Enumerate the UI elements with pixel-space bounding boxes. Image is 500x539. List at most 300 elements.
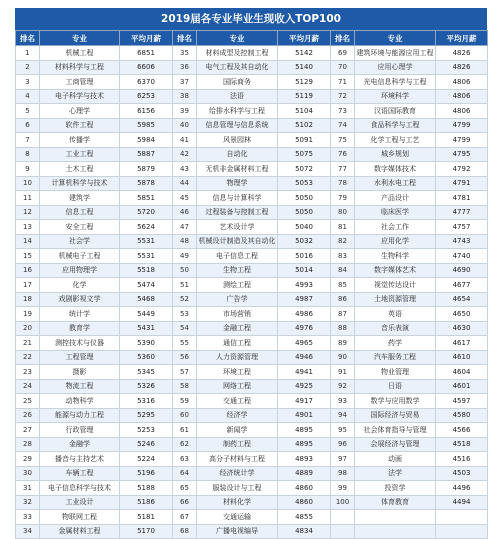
major-cell: 过程装备与控制工程 <box>197 205 278 220</box>
major-cell: 会展经济与管理 <box>355 437 436 452</box>
rank-cell: 66 <box>173 495 197 510</box>
rank-cell: 44 <box>173 176 197 191</box>
major-cell: 信息与计算科学 <box>197 191 278 206</box>
rank-cell: 29 <box>16 452 40 467</box>
salary-cell: 5345 <box>120 365 173 380</box>
salary-cell: 5072 <box>278 162 331 177</box>
rank-cell: 39 <box>173 104 197 119</box>
salary-cell: 5246 <box>120 437 173 452</box>
table-row <box>16 336 488 351</box>
table-row <box>16 394 488 409</box>
table-row <box>16 481 488 496</box>
rank-cell: 48 <box>173 234 197 249</box>
major-cell: 机械工程 <box>40 46 120 61</box>
major-cell: 制药工程 <box>197 437 278 452</box>
salary-cell: 5879 <box>120 162 173 177</box>
rank-cell: 47 <box>173 220 197 235</box>
major-cell: 金融学 <box>40 437 120 452</box>
table-row <box>16 220 488 235</box>
salary-cell: 4993 <box>278 278 331 293</box>
salary-cell: 5129 <box>278 75 331 90</box>
rank-cell: 56 <box>173 350 197 365</box>
rank-cell: 52 <box>173 292 197 307</box>
salary-cell: 5720 <box>120 205 173 220</box>
table-row <box>16 249 488 264</box>
salary-cell: 6253 <box>120 89 173 104</box>
salary-cell: 4901 <box>278 408 331 423</box>
salary-cell: 4757 <box>436 220 488 235</box>
major-cell: 新闻学 <box>197 423 278 438</box>
salary-cell: 5449 <box>120 307 173 322</box>
salary-cell: 4860 <box>278 495 331 510</box>
salary-cell: 4946 <box>278 350 331 365</box>
salary-cell: 4860 <box>278 481 331 496</box>
rank-cell: 27 <box>16 423 40 438</box>
major-cell: 法语 <box>197 89 278 104</box>
ranking-table <box>15 30 488 539</box>
rank-cell: 9 <box>16 162 40 177</box>
major-cell: 化学工程与工艺 <box>355 133 436 148</box>
table-row <box>16 292 488 307</box>
salary-cell: 4677 <box>436 278 488 293</box>
major-cell: 生物工程 <box>197 263 278 278</box>
salary-cell: 4806 <box>436 75 488 90</box>
major-cell: 土木工程 <box>40 162 120 177</box>
rank-cell: 81 <box>331 220 355 235</box>
rank-cell: 15 <box>16 249 40 264</box>
major-cell <box>355 510 436 525</box>
major-cell <box>355 524 436 539</box>
rank-cell: 90 <box>331 350 355 365</box>
table-row <box>16 365 488 380</box>
rank-cell: 87 <box>331 307 355 322</box>
major-cell: 视觉传达设计 <box>355 278 436 293</box>
salary-cell: 5050 <box>278 205 331 220</box>
major-cell: 社会工作 <box>355 220 436 235</box>
rank-cell: 64 <box>173 466 197 481</box>
rank-cell: 72 <box>331 89 355 104</box>
major-cell: 摄影 <box>40 365 120 380</box>
rank-cell: 3 <box>16 75 40 90</box>
rank-cell: 85 <box>331 278 355 293</box>
rank-cell: 35 <box>173 46 197 61</box>
salary-cell: 5140 <box>278 60 331 75</box>
rank-cell: 49 <box>173 249 197 264</box>
salary-cell <box>436 524 488 539</box>
salary-cell: 5119 <box>278 89 331 104</box>
salary-cell: 4791 <box>436 176 488 191</box>
rank-header: 排名 <box>16 31 40 46</box>
salary-header: 平均月薪 <box>278 31 331 46</box>
salary-cell: 4777 <box>436 205 488 220</box>
salary-cell: 4976 <box>278 321 331 336</box>
salary-cell: 5032 <box>278 234 331 249</box>
rank-cell: 51 <box>173 278 197 293</box>
major-cell: 给排水科学与工程 <box>197 104 278 119</box>
major-cell: 艺术设计学 <box>197 220 278 235</box>
major-cell: 自动化 <box>197 147 278 162</box>
rank-cell: 74 <box>331 118 355 133</box>
major-cell: 材料成型及控制工程 <box>197 46 278 61</box>
salary-cell: 5075 <box>278 147 331 162</box>
rank-cell: 14 <box>16 234 40 249</box>
major-cell: 化学 <box>40 278 120 293</box>
rank-cell: 40 <box>173 118 197 133</box>
major-cell: 环境工程 <box>197 365 278 380</box>
salary-cell: 4855 <box>278 510 331 525</box>
salary-header: 平均月薪 <box>436 31 488 46</box>
table-row <box>16 263 488 278</box>
salary-cell: 4925 <box>278 379 331 394</box>
salary-cell: 5104 <box>278 104 331 119</box>
rank-cell: 7 <box>16 133 40 148</box>
salary-cell: 4917 <box>278 394 331 409</box>
major-cell: 数字媒体技术 <box>355 162 436 177</box>
table-row <box>16 452 488 467</box>
major-cell: 法学 <box>355 466 436 481</box>
major-cell: 风景园林 <box>197 133 278 148</box>
table-row <box>16 191 488 206</box>
major-cell: 车辆工程 <box>40 466 120 481</box>
rank-cell: 67 <box>173 510 197 525</box>
salary-cell: 5985 <box>120 118 173 133</box>
rank-cell: 38 <box>173 89 197 104</box>
major-cell: 经济学 <box>197 408 278 423</box>
table-row <box>16 423 488 438</box>
table-row <box>16 379 488 394</box>
salary-cell: 5040 <box>278 220 331 235</box>
table-row <box>16 307 488 322</box>
rank-cell: 31 <box>16 481 40 496</box>
salary-cell: 5295 <box>120 408 173 423</box>
rank-cell: 5 <box>16 104 40 119</box>
major-cell: 人力资源管理 <box>197 350 278 365</box>
major-cell: 经济统计学 <box>197 466 278 481</box>
table-row <box>16 75 488 90</box>
rank-cell: 92 <box>331 379 355 394</box>
salary-cell: 5142 <box>278 46 331 61</box>
table-row <box>16 60 488 75</box>
rank-cell: 89 <box>331 336 355 351</box>
major-cell: 机械设计制造及其自动化 <box>197 234 278 249</box>
rank-cell <box>331 524 355 539</box>
rank-cell: 37 <box>173 75 197 90</box>
salary-cell: 5851 <box>120 191 173 206</box>
rank-cell: 88 <box>331 321 355 336</box>
major-cell: 广播电视编导 <box>197 524 278 539</box>
major-cell: 机械电子工程 <box>40 249 120 264</box>
salary-cell: 4516 <box>436 452 488 467</box>
rank-cell: 11 <box>16 191 40 206</box>
salary-cell: 4965 <box>278 336 331 351</box>
rank-cell: 46 <box>173 205 197 220</box>
major-cell: 食品科学与工程 <box>355 118 436 133</box>
major-cell: 日语 <box>355 379 436 394</box>
rank-cell: 62 <box>173 437 197 452</box>
rank-cell: 34 <box>16 524 40 539</box>
salary-header: 平均月薪 <box>120 31 173 46</box>
salary-cell: 4597 <box>436 394 488 409</box>
rank-cell: 4 <box>16 89 40 104</box>
rank-cell: 76 <box>331 147 355 162</box>
rank-cell: 100 <box>331 495 355 510</box>
major-cell: 服装设计与工程 <box>197 481 278 496</box>
major-cell: 能源与动力工程 <box>40 408 120 423</box>
salary-cell: 4566 <box>436 423 488 438</box>
major-cell: 社会体育指导与管理 <box>355 423 436 438</box>
table-row <box>16 321 488 336</box>
salary-cell: 6156 <box>120 104 173 119</box>
major-cell: 网络工程 <box>197 379 278 394</box>
salary-cell: 4604 <box>436 365 488 380</box>
major-cell: 应用化学 <box>355 234 436 249</box>
major-cell: 社会学 <box>40 234 120 249</box>
rank-cell: 69 <box>331 46 355 61</box>
rank-cell: 70 <box>331 60 355 75</box>
rank-cell: 21 <box>16 336 40 351</box>
salary-cell: 4826 <box>436 46 488 61</box>
major-cell: 电子科学与技术 <box>40 89 120 104</box>
rank-cell: 25 <box>16 394 40 409</box>
major-cell: 工业设计 <box>40 495 120 510</box>
salary-cell: 4630 <box>436 321 488 336</box>
salary-cell: 5390 <box>120 336 173 351</box>
rank-cell: 75 <box>331 133 355 148</box>
rank-cell: 18 <box>16 292 40 307</box>
rank-cell: 55 <box>173 336 197 351</box>
major-cell: 土地资源管理 <box>355 292 436 307</box>
major-cell: 水利水电工程 <box>355 176 436 191</box>
major-cell: 药学 <box>355 336 436 351</box>
rank-cell: 68 <box>173 524 197 539</box>
salary-cell: 6606 <box>120 60 173 75</box>
salary-cell: 4826 <box>436 60 488 75</box>
salary-cell: 4617 <box>436 336 488 351</box>
salary-cell: 5091 <box>278 133 331 148</box>
major-cell: 体育教育 <box>355 495 436 510</box>
rank-cell: 60 <box>173 408 197 423</box>
rank-cell: 61 <box>173 423 197 438</box>
major-cell: 软件工程 <box>40 118 120 133</box>
rank-cell: 83 <box>331 249 355 264</box>
table-row <box>16 234 488 249</box>
salary-cell: 5050 <box>278 191 331 206</box>
table-row <box>16 104 488 119</box>
major-cell: 动物科学 <box>40 394 120 409</box>
major-cell: 临床医学 <box>355 205 436 220</box>
rank-cell: 91 <box>331 365 355 380</box>
rank-cell: 26 <box>16 408 40 423</box>
salary-cell: 5188 <box>120 481 173 496</box>
rank-cell: 2 <box>16 60 40 75</box>
rank-cell: 19 <box>16 307 40 322</box>
major-cell: 测绘工程 <box>197 278 278 293</box>
major-cell: 金属材料工程 <box>40 524 120 539</box>
major-cell: 汉语国际教育 <box>355 104 436 119</box>
rank-cell: 10 <box>16 176 40 191</box>
ranking-body <box>16 46 488 539</box>
major-cell: 工程管理 <box>40 350 120 365</box>
major-cell: 计算机科学与技术 <box>40 176 120 191</box>
rank-cell: 80 <box>331 205 355 220</box>
sheet-title: 2019届各专业毕业生现收入TOP100 <box>15 8 487 30</box>
salary-cell: 5186 <box>120 495 173 510</box>
rank-cell: 50 <box>173 263 197 278</box>
major-cell: 材料化学 <box>197 495 278 510</box>
salary-cell: 4987 <box>278 292 331 307</box>
major-cell: 金融工程 <box>197 321 278 336</box>
table-row <box>16 524 488 539</box>
salary-cell: 4986 <box>278 307 331 322</box>
salary-cell: 6851 <box>120 46 173 61</box>
salary-cell: 5624 <box>120 220 173 235</box>
salary-cell: 5984 <box>120 133 173 148</box>
salary-cell: 5887 <box>120 147 173 162</box>
table-row <box>16 466 488 481</box>
salary-cell: 5253 <box>120 423 173 438</box>
salary-cell: 4834 <box>278 524 331 539</box>
salary-cell: 4610 <box>436 350 488 365</box>
major-cell: 音乐表演 <box>355 321 436 336</box>
salary-cell: 5431 <box>120 321 173 336</box>
rank-cell: 17 <box>16 278 40 293</box>
table-row <box>16 46 488 61</box>
major-cell: 应用物理学 <box>40 263 120 278</box>
major-cell: 应用心理学 <box>355 60 436 75</box>
rank-cell: 95 <box>331 423 355 438</box>
rank-cell: 82 <box>331 234 355 249</box>
major-cell: 播音与主持艺术 <box>40 452 120 467</box>
major-cell: 信息工程 <box>40 205 120 220</box>
major-cell: 无机非金属材料工程 <box>197 162 278 177</box>
rank-cell: 59 <box>173 394 197 409</box>
salary-cell: 4806 <box>436 89 488 104</box>
salary-cell: 4889 <box>278 466 331 481</box>
rank-cell: 8 <box>16 147 40 162</box>
rank-cell: 43 <box>173 162 197 177</box>
rank-cell: 53 <box>173 307 197 322</box>
rank-cell: 86 <box>331 292 355 307</box>
salary-cell: 6370 <box>120 75 173 90</box>
salary-cell: 5170 <box>120 524 173 539</box>
table-row <box>16 133 488 148</box>
table-row <box>16 162 488 177</box>
rank-cell: 78 <box>331 176 355 191</box>
salary-cell: 4650 <box>436 307 488 322</box>
rank-cell: 54 <box>173 321 197 336</box>
rank-cell: 71 <box>331 75 355 90</box>
salary-cell: 4941 <box>278 365 331 380</box>
rank-cell: 23 <box>16 365 40 380</box>
salary-cell: 5360 <box>120 350 173 365</box>
major-cell: 电子信息工程 <box>197 249 278 264</box>
salary-cell: 5102 <box>278 118 331 133</box>
major-cell: 广告学 <box>197 292 278 307</box>
rank-cell: 93 <box>331 394 355 409</box>
salary-cell: 5196 <box>120 466 173 481</box>
rank-cell: 77 <box>331 162 355 177</box>
salary-cell: 4799 <box>436 133 488 148</box>
salary-cell: 5531 <box>120 234 173 249</box>
major-cell: 市场营销 <box>197 307 278 322</box>
rank-cell: 36 <box>173 60 197 75</box>
salary-cell: 4893 <box>278 452 331 467</box>
rank-cell: 12 <box>16 205 40 220</box>
salary-cell: 4496 <box>436 481 488 496</box>
header-row <box>16 31 488 46</box>
major-cell: 光电信息科学与工程 <box>355 75 436 90</box>
major-cell: 交通运输 <box>197 510 278 525</box>
major-cell: 电子信息科学与技术 <box>40 481 120 496</box>
table-row <box>16 176 488 191</box>
rank-header: 排名 <box>173 31 197 46</box>
rank-cell: 98 <box>331 466 355 481</box>
salary-cell: 5224 <box>120 452 173 467</box>
rank-cell: 13 <box>16 220 40 235</box>
rank-cell: 16 <box>16 263 40 278</box>
major-cell: 戏剧影视文学 <box>40 292 120 307</box>
salary-cell: 5531 <box>120 249 173 264</box>
salary-cell: 4792 <box>436 162 488 177</box>
rank-cell: 30 <box>16 466 40 481</box>
major-cell: 传播学 <box>40 133 120 148</box>
major-cell: 国际经济与贸易 <box>355 408 436 423</box>
salary-cell: 5181 <box>120 510 173 525</box>
rank-cell: 24 <box>16 379 40 394</box>
major-header: 专业 <box>355 31 436 46</box>
table-row <box>16 437 488 452</box>
rank-cell: 42 <box>173 147 197 162</box>
major-cell: 产品设计 <box>355 191 436 206</box>
major-cell: 通信工程 <box>197 336 278 351</box>
table-row <box>16 350 488 365</box>
salary-cell: 5474 <box>120 278 173 293</box>
table-row <box>16 510 488 525</box>
rank-cell <box>331 510 355 525</box>
salary-cell: 4799 <box>436 118 488 133</box>
rank-cell: 97 <box>331 452 355 467</box>
salary-cell: 4806 <box>436 104 488 119</box>
salary-cell: 5468 <box>120 292 173 307</box>
rank-header: 排名 <box>331 31 355 46</box>
major-cell: 环境科学 <box>355 89 436 104</box>
major-cell: 物理学 <box>197 176 278 191</box>
major-cell: 建筑学 <box>40 191 120 206</box>
rank-cell: 6 <box>16 118 40 133</box>
salary-cell: 5518 <box>120 263 173 278</box>
rank-cell: 96 <box>331 437 355 452</box>
salary-cell: 4503 <box>436 466 488 481</box>
salary-cell: 5053 <box>278 176 331 191</box>
salary-cell: 4580 <box>436 408 488 423</box>
rank-cell: 57 <box>173 365 197 380</box>
table-row <box>16 408 488 423</box>
rank-cell: 73 <box>331 104 355 119</box>
major-cell: 心理学 <box>40 104 120 119</box>
major-cell: 电气工程及其自动化 <box>197 60 278 75</box>
salary-cell: 4518 <box>436 437 488 452</box>
table-row <box>16 118 488 133</box>
rank-cell: 20 <box>16 321 40 336</box>
major-cell: 高分子材料与工程 <box>197 452 278 467</box>
major-cell: 投资学 <box>355 481 436 496</box>
table-row <box>16 89 488 104</box>
salary-cell: 4494 <box>436 495 488 510</box>
rank-cell: 94 <box>331 408 355 423</box>
rank-cell: 84 <box>331 263 355 278</box>
salary-cell: 4654 <box>436 292 488 307</box>
rank-cell: 1 <box>16 46 40 61</box>
